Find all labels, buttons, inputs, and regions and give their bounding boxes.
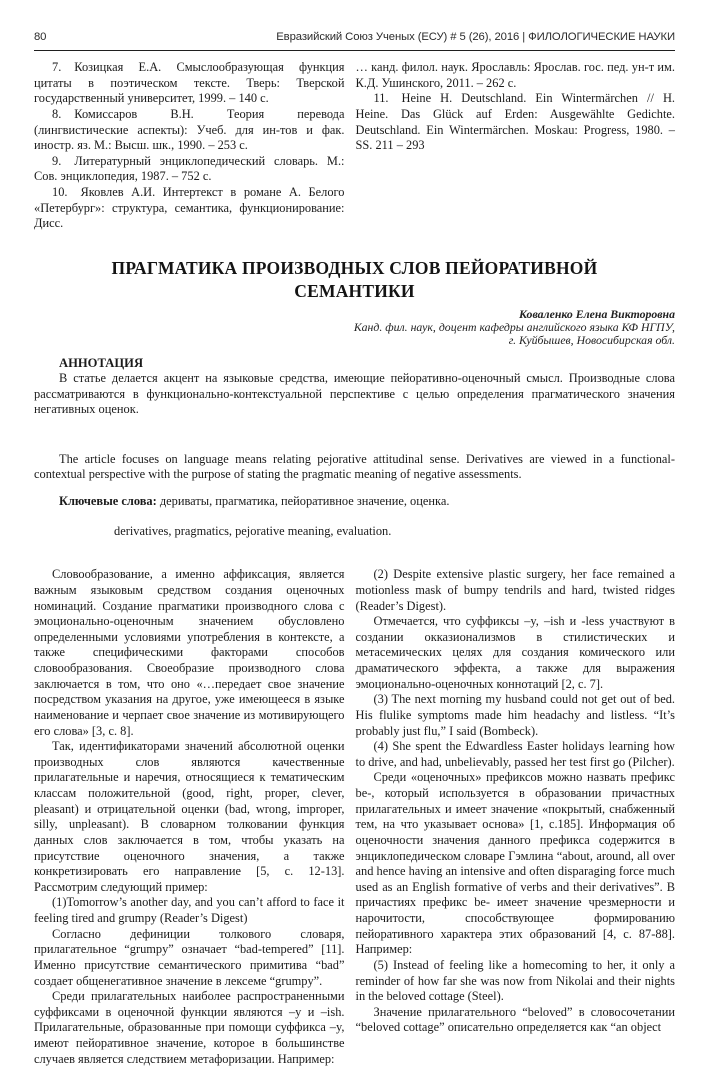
article-title: ПРАГМАТИКА ПРОИЗВОДНЫХ СЛОВ ПЕЙОРАТИВНОЙ СЕМАНТИКИ (111, 257, 598, 301)
references-left-column (34, 60, 345, 232)
body-paragraph: (2) Despite extensive plastic surgery, her face remained a motionless mask of bumpy tendrils and hard, twisted ridges (Reader’s Digest). (355, 567, 675, 613)
reference-text: Яковлев А.И. Интертекст в романе А. Белого «Петербург»: структура, семантика, функционирование: Дисс. (34, 185, 345, 231)
body-paragraph: Так, идентификаторами значений абсолютной оценки производных слов являются качественные прилагательные и наречия, относящиеся к тематическим классам положительной (good, right, proper, clever, pleasant) и отрицательной оценки (bad, wrong, improper, silly, unpleasant). В словарном толковании функция данных слов заключается в том, чтобы указать на присутствие оценочного значения, а также конкретизировать его направление [5, с. 12-13]. Рассмотрим следующий пример: (34, 739, 345, 894)
body-paragraph: Отмечается, что суффиксы –y, –ish и -less участвуют в создании окказионализмов в стилистических и метасемических целях для создания комического или драматического эффекта, а также для выражения эмоционально-оценочных коннотаций [2, с. 7]. (355, 614, 675, 691)
keywords-english: derivatives, pragmatics, pejorative meaning, evaluation. (114, 524, 392, 539)
reference-number: 9. (52, 153, 62, 168)
journal-title: Евразийский Союз Ученых (ЕСУ) # 5 (26), 2016 | ФИЛОЛОГИЧЕСКИЕ НАУКИ (276, 31, 675, 43)
references-section (34, 60, 675, 232)
reference-number: 10. (52, 185, 68, 199)
reference-continuation: … канд. филол. наук. Ярославль: Ярослав. гос. пед. ун-т им. К.Д. Ушинского, 2011. – 262 с. (355, 60, 675, 90)
annotation-text: В статье делается акцент на языковые средства, имеющие пейоративно-оценочный смысл. Производные слова рассматриваются в функционально-контекстуальной перспективе с целью определения прагматического значения негативных оценок. (34, 371, 675, 417)
author-name: Коваленко Елена Викторовна (519, 307, 675, 322)
body-paragraph: (5) Instead of feeling like a homecoming to her, it only a reminder of how far she was now from Nikolai and their nights in the beloved cottage (Steel). (355, 957, 675, 1004)
reference-item (34, 60, 345, 107)
annotation-heading: АННОТАЦИЯ (59, 356, 144, 371)
body-paragraph: Среди «оценочных» префиксов можно назвать префикс be-, который используется в образовании причастных прилагательных и имеет значение «покрытый, снабженный тем, на что указывает основа» [1, с.185]. Информация об оценочности значения данного префикса содержится в энциклопедическом словаре Гэмлина “about, around, all over and hence having an intensive and often disparaging force much used as an English formative of verbs and their derivatives”. В причастиях префикс be- имеет значение чрезмерности и нарочитости, способствующее формированию пейоративного характера этих образований [4, с. 87-88]. Например: (355, 770, 675, 957)
reference-item (34, 154, 345, 185)
keywords-russian (34, 494, 675, 510)
author-affiliation: Канд. фил. наук, доцент кафедры английского языка КФ НГПУ, (353, 320, 675, 335)
author-location: г. Куйбышев, Новосибирская обл. (508, 333, 675, 348)
reference-text: Литературный энциклопедический словарь. М.: Сов. энциклопедия, 1987. – 752 с. (34, 153, 345, 184)
page-number: 80 (34, 31, 47, 43)
reference-item (34, 107, 345, 154)
body-paragraph: Среди прилагательных наиболее распространенными суффиксами в оценочной функции являются –y и –ish. Прилагательные, образованные при помощи суффикса –y, имеют пейоративное значение, которое в большинстве случаев является следствием метафоризации. Например: (34, 989, 345, 1066)
reference-text: Heine H. Deutschland. Ein Wintermärchen // H. Heine. Das Glück auf Erden: Ausgewählte Gedichte. Deutschland. Ein Wintermärchen. Moskau: Progress, 1980. – SS. 211 – 293 (355, 91, 675, 153)
references-right-column (356, 60, 676, 232)
body-paragraph: (3) The next morning my husband could not get out of bed. His flulike symptoms made him headachy and listless. “It’s probably just flu,” I said (Bombeck). (355, 692, 675, 738)
author-block (34, 308, 675, 347)
reference-item (34, 185, 345, 232)
reference-text: Козицкая Е.А. Смыслообразующая функция цитаты в поэтическом тексте. Тверь: Тверской государственный университет, 1999. – 140 с. (34, 60, 345, 106)
body-paragraph: Согласно дефиниции толкового словаря, прилагательное “grumpy” означает “bad-tempered” [11]. Именно присутствие семантического примитива “bad” создает общенегативное значение в лексеме “grumpy”. (34, 926, 345, 988)
reference-text: Комиссаров В.Н. Теория перевода (лингвистические аспекты): Учеб. для ин-тов и фак. иностр. яз. М.: Высш. шк., 1990. – 253 с. (34, 106, 345, 153)
keywords-ru-text: дериваты, прагматика, пейоративное значение, оценка. (156, 493, 450, 508)
reference-item (356, 91, 676, 154)
abstract-english: The article focuses on language means relating pejorative attitudinal sense. Derivatives are viewed in a functional-contextual perspective with the purpose of stating the pragmatic meaning of negative assessments. (34, 451, 675, 482)
keywords-label: Ключевые слова: (59, 493, 157, 508)
article-body (34, 567, 675, 1067)
reference-number: 7. (52, 60, 62, 74)
reference-number: 8. (52, 106, 62, 121)
body-paragraph: (4) She spent the Edwardless Easter holidays learning how to drive, and had, unbelievably, passed her test first go (Pilcher). (355, 739, 675, 769)
page-header (34, 0, 675, 51)
body-right-column (356, 567, 676, 1067)
reference-number: 11. (373, 91, 389, 106)
body-paragraph: (1)Tomorrow’s another day, and you can’t afford to face it feeling tired and grumpy (Reader’s Digest) (34, 895, 345, 926)
body-paragraph: Словообразование, а именно аффиксация, является важным языковым средством создания оценочных номинаций. Создание прагматики производного слова с эмоционально-оценочным значением обусловлено определенными условиями употребления в контексте, а также специфическими факторами способов словообразования. Своеобразие производного слова заключается в том, что оно «…передает свое значение посредством указания на другое, уже имеющееся в языке наименование и черпает свое значение из мотивирующего его слова» [3, с. 8]. (34, 567, 345, 738)
body-left-column (34, 567, 345, 1067)
body-paragraph: Значение прилагательного “beloved” в словосочетании “beloved cottage” описательно определяется как “an object (355, 1004, 675, 1035)
